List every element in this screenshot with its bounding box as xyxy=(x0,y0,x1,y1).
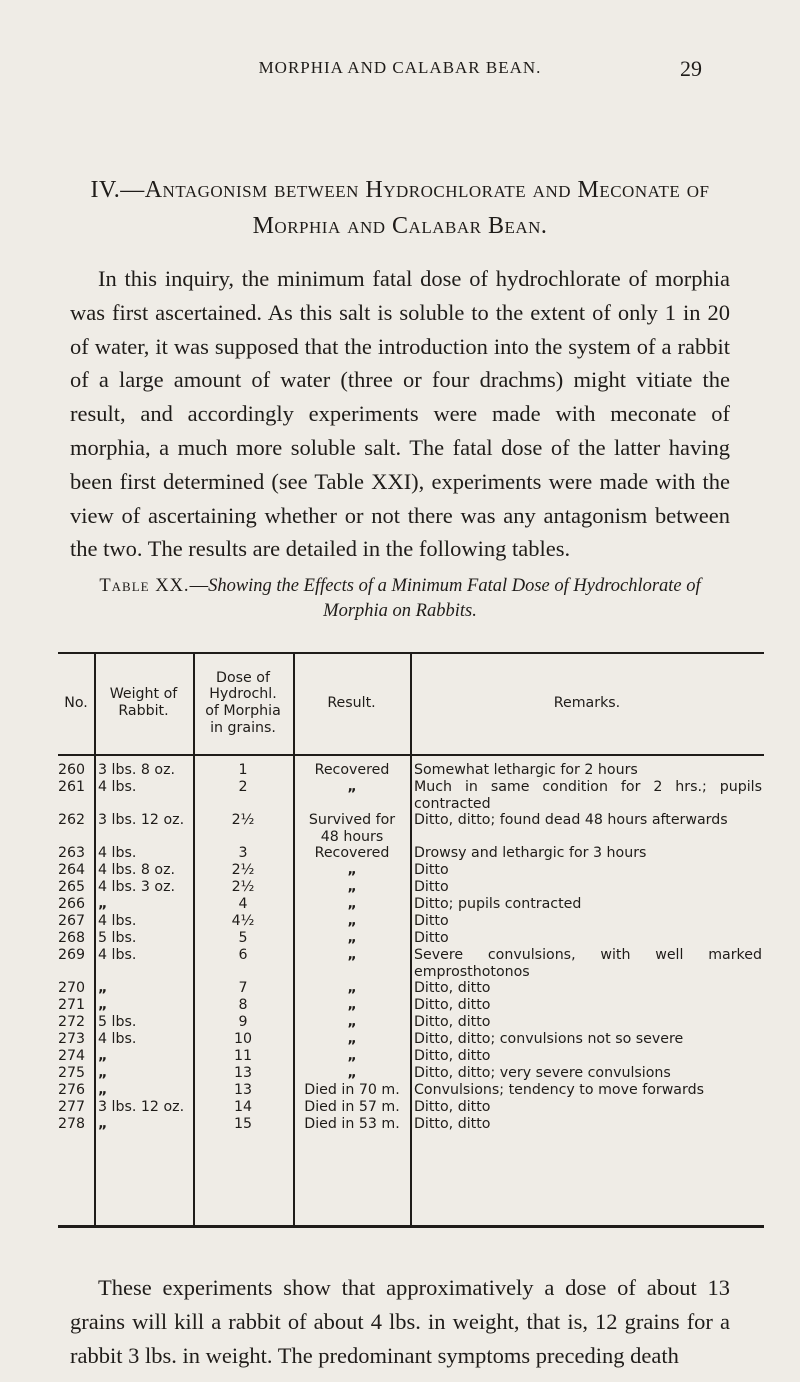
cell-no: 269 xyxy=(58,947,86,963)
cell-no: 265 xyxy=(58,879,86,895)
cell-weight: „ xyxy=(98,896,108,912)
cell-dose: 10 xyxy=(233,1031,253,1047)
header-dose xyxy=(193,652,293,754)
table-row xyxy=(58,1099,764,1116)
header-remarks xyxy=(410,652,764,754)
cell-result: „ xyxy=(347,947,357,963)
running-head: MORPHIA AND CALABAR BEAN. xyxy=(258,58,542,77)
cell-dose: 2 xyxy=(238,779,248,795)
table-caption xyxy=(70,574,730,624)
cell-result: „ xyxy=(347,997,357,1013)
table-label: Table XX. xyxy=(99,576,190,596)
table-row xyxy=(58,879,764,896)
cell-result: „ xyxy=(347,1014,357,1030)
cell-remarks: Ditto xyxy=(414,862,449,878)
cell-weight: 4 lbs. 8 oz. xyxy=(98,862,176,878)
cell-dose: 8 xyxy=(238,997,248,1013)
cell-result: „ xyxy=(347,779,357,795)
cell-weight: 5 lbs. xyxy=(98,1014,137,1030)
cell-weight: 5 lbs. xyxy=(98,930,137,946)
cell-weight: 4 lbs. 3 oz. xyxy=(98,879,176,895)
table-row xyxy=(58,762,764,779)
cell-remarks: Ditto, ditto; found dead 48 hours afterwards xyxy=(414,812,728,828)
cell-dose: 6 xyxy=(238,947,248,963)
results-table xyxy=(58,652,764,1228)
cell-dose: 1 xyxy=(238,762,248,778)
cell-no: 277 xyxy=(58,1099,86,1115)
cell-dose: 13 xyxy=(233,1065,253,1081)
table-row xyxy=(58,1048,764,1065)
cell-weight: 4 lbs. xyxy=(98,845,137,861)
cell-remarks: Ditto, ditto xyxy=(414,1048,491,1064)
cell-no: 268 xyxy=(58,930,86,946)
section-title-line-2: Morphia and Calabar Bean. xyxy=(252,213,548,239)
cell-remarks: Severe convulsions, with well marked emprosthotonos xyxy=(414,947,762,980)
cell-weight: 3 lbs. 8 oz. xyxy=(98,762,176,778)
cell-no: 270 xyxy=(58,980,86,996)
cell-result: „ xyxy=(347,913,357,929)
cell-result: „ xyxy=(347,862,357,878)
cell-no: 273 xyxy=(58,1031,86,1047)
header-no-text: No. xyxy=(64,694,88,711)
table-row xyxy=(58,1082,764,1099)
cell-result: „ xyxy=(347,930,357,946)
table-row xyxy=(58,779,764,812)
cell-remarks: Ditto xyxy=(414,930,449,946)
cell-remarks: Ditto, ditto xyxy=(414,980,491,996)
cell-result: Died in 57 m. xyxy=(304,1099,400,1115)
cell-remarks: Ditto, ditto xyxy=(414,997,491,1013)
cell-result: Died in 53 m. xyxy=(304,1116,400,1132)
cell-remarks: Somewhat lethargic for 2 hours xyxy=(414,762,638,778)
cell-dose: 2½ xyxy=(231,879,255,895)
table-row xyxy=(58,1031,764,1048)
cell-no: 266 xyxy=(58,896,86,912)
cell-dose: 4½ xyxy=(231,913,255,929)
cell-result: Recovered xyxy=(314,762,390,778)
cell-no: 260 xyxy=(58,762,86,778)
cell-dose: 5 xyxy=(238,930,248,946)
header-weight-line: Rabbit. xyxy=(118,703,169,719)
cell-remarks: Convulsions; tendency to move forwards xyxy=(414,1082,704,1098)
cell-weight: „ xyxy=(98,997,108,1013)
cell-remarks: Ditto, ditto xyxy=(414,1014,491,1030)
table-body xyxy=(58,762,764,1133)
cell-weight: „ xyxy=(98,980,108,996)
cell-result: „ xyxy=(347,1065,357,1081)
table-caption-text-1: Showing the Effects of a Minimum Fatal Dose of Hydrochlorate of xyxy=(208,576,701,596)
header-dose-line: Dose of xyxy=(216,669,270,686)
cell-no: 262 xyxy=(58,812,86,828)
table-row xyxy=(58,980,764,997)
cell-result: „ xyxy=(347,896,357,912)
table-row xyxy=(58,930,764,947)
header-weight-line: Weight of xyxy=(109,686,178,703)
cell-dose: 7 xyxy=(238,980,248,996)
conclusion-paragraph: These experiments show that approximatively a dose of about 13 grains will kill a rabbit of about 4 lbs. in weight, that is, 12 grains for a rabbit 3 lbs. in weight. The predominant symptoms preceding death xyxy=(70,1275,730,1368)
table-row xyxy=(58,845,764,862)
cell-dose: 14 xyxy=(233,1099,253,1115)
cell-weight: „ xyxy=(98,1082,108,1098)
cell-no: 264 xyxy=(58,862,86,878)
cell-result: „ xyxy=(347,1048,357,1064)
cell-no: 276 xyxy=(58,1082,86,1098)
cell-remarks: Ditto; pupils contracted xyxy=(414,896,582,912)
cell-weight: 3 lbs. 12 oz. xyxy=(98,812,185,828)
cell-weight: 4 lbs. xyxy=(98,779,137,795)
cell-no: 274 xyxy=(58,1048,86,1064)
cell-remarks: Ditto, ditto xyxy=(414,1099,491,1115)
cell-weight: „ xyxy=(98,1048,108,1064)
cell-dose: 9 xyxy=(238,1014,248,1030)
cell-remarks: Ditto, ditto; convulsions not so severe xyxy=(414,1031,684,1047)
header-dose-line: Hydrochl. xyxy=(209,686,277,703)
cell-no: 275 xyxy=(58,1065,86,1081)
cell-no: 261 xyxy=(58,779,86,795)
cell-remarks: Ditto xyxy=(414,879,449,895)
cell-weight: 3 lbs. 12 oz. xyxy=(98,1099,185,1115)
cell-no: 267 xyxy=(58,913,86,929)
cell-dose: 2½ xyxy=(231,812,255,828)
cell-remarks: Drowsy and lethargic for 3 hours xyxy=(414,845,647,861)
table-row xyxy=(58,997,764,1014)
cell-dose: 4 xyxy=(238,896,248,912)
cell-result: Died in 70 m. xyxy=(304,1082,400,1098)
cell-dose: 15 xyxy=(233,1116,253,1132)
header-remarks-text: Remarks. xyxy=(553,694,621,711)
header-result-text: Result. xyxy=(327,694,376,711)
table-row xyxy=(58,862,764,879)
cell-dose: 11 xyxy=(233,1048,253,1064)
header-result xyxy=(293,652,410,754)
cell-remarks: Ditto, ditto; very severe convulsions xyxy=(414,1065,671,1081)
table-row xyxy=(58,913,764,930)
cell-no: 263 xyxy=(58,845,86,861)
header-dose-line: in grains. xyxy=(210,719,276,736)
table-row xyxy=(58,1014,764,1031)
page-header xyxy=(0,58,800,88)
intro-paragraph: In this inquiry, the minimum fatal dose of hydrochlorate of morphia was first ascertained. As this salt is soluble to the extent of only 1 in 20 of water, it was supposed that the introduction into the system of a rabbit of a large amount of water (three or four drachms) might vitiate the result, and accordingly experiments were made with meconate of morphia, a much more soluble salt. The fatal dose of the latter having been first determined (see Table XXI), experiments were made with the view of ascertaining whether or not there was any antagonism between the two. The results are detailed in the following tables. xyxy=(70,266,730,562)
cell-result: Survived for 48 hours xyxy=(308,812,396,845)
cell-no: 271 xyxy=(58,997,86,1013)
section-title xyxy=(70,172,730,244)
cell-remarks: Much in same condition for 2 hrs.; pupils contracted xyxy=(414,779,762,812)
cell-result: Recovered xyxy=(314,845,390,861)
cell-dose: 3 xyxy=(238,845,248,861)
cell-remarks: Ditto, ditto xyxy=(414,1116,491,1132)
cell-weight: „ xyxy=(98,1116,108,1132)
page-number: 29 xyxy=(680,56,702,81)
cell-result: „ xyxy=(347,879,357,895)
table-row xyxy=(58,812,764,845)
table-row xyxy=(58,1116,764,1133)
header-dose-line: of Morphia xyxy=(205,703,281,719)
table-caption-dash: — xyxy=(189,576,209,596)
cell-result: „ xyxy=(347,980,357,996)
table-row xyxy=(58,947,764,980)
cell-no: 278 xyxy=(58,1116,86,1132)
header-weight xyxy=(94,652,193,754)
cell-result: „ xyxy=(347,1031,357,1047)
cell-weight: 4 lbs. xyxy=(98,947,137,963)
table-caption-line-1 xyxy=(70,574,730,599)
cell-remarks: Ditto xyxy=(414,913,449,929)
cell-weight: 4 lbs. xyxy=(98,1031,137,1047)
section-title-line-1: IV.—Antagonism between Hydrochlorate and Meconate of xyxy=(90,177,710,203)
table-caption-text-2: Morphia on Rabbits. xyxy=(323,601,477,621)
cell-no: 272 xyxy=(58,1014,86,1030)
table-row xyxy=(58,1065,764,1082)
header-no xyxy=(58,652,94,754)
table-row xyxy=(58,896,764,913)
cell-weight: „ xyxy=(98,1065,108,1081)
cell-dose: 13 xyxy=(233,1082,253,1098)
cell-dose: 2½ xyxy=(231,862,255,878)
cell-weight: 4 lbs. xyxy=(98,913,137,929)
